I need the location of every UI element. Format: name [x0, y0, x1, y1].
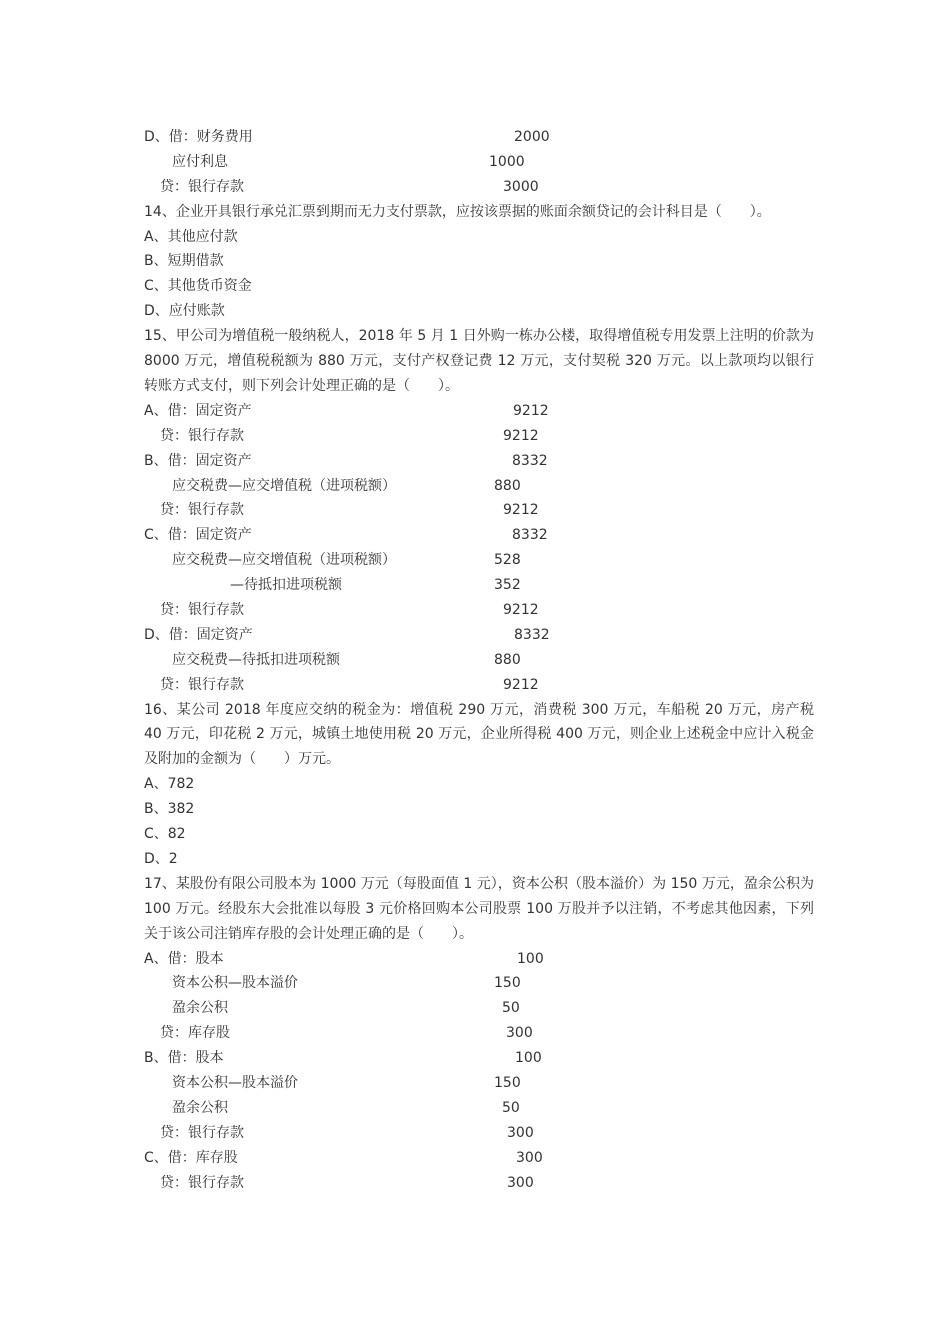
entry-label: 应交税费—应交增值税（进项税额） [172, 477, 396, 494]
entry-label: B、借：股本 [144, 1050, 224, 1067]
q17-a-debit-3 [144, 996, 814, 1021]
entry-amount: 50 [502, 1000, 520, 1017]
entry-label: 应付利息 [172, 153, 228, 170]
q15-c-debit-3 [144, 573, 814, 598]
entry-label: D、借：固定资产 [144, 626, 253, 643]
q15-c-debit [144, 523, 814, 548]
q15-a-credit [144, 424, 814, 449]
entry-amount: 100 [515, 1050, 542, 1067]
q15-c-debit-2 [144, 548, 814, 573]
entry-label: C、借：库存股 [144, 1149, 238, 1166]
entry-label: 贷：银行存款 [160, 502, 244, 519]
entry-amount: 3000 [503, 178, 539, 195]
entry-amount: 9212 [503, 502, 539, 519]
entry-amount: 300 [507, 1124, 534, 1141]
entry-amount: 880 [494, 477, 521, 494]
q17-a-debit-2 [144, 971, 814, 996]
q16-option-a: A、782 [144, 776, 195, 793]
q15-b-debit [144, 449, 814, 474]
entry-amount: 1000 [489, 153, 525, 170]
entry-label: 贷：银行存款 [160, 178, 244, 195]
entry-amount: 2000 [514, 129, 550, 145]
entry-label: —待抵扣进项税额 [230, 577, 342, 594]
q15-stem: 15、甲公司为增值税一般纳税人，2018 年 5 月 1 日外购一栋办公楼，取得增值税专用发票上注明的价款为 8000 万元，增值税税额为 880 万元，支付产权登记费 12 万元，支付契税 320 万元。以上款项均以银行转账方式支付，则下列会计处理正确的是（ ）。 [144, 328, 814, 394]
q17-b-debit-3 [144, 1096, 814, 1121]
entry-amount: 50 [502, 1099, 520, 1116]
entry-label: B、借：固定资产 [144, 452, 252, 469]
q17-a-debit [144, 947, 814, 972]
entry-amount: 100 [517, 950, 544, 967]
q14-option-b: B、短期借款 [144, 253, 224, 270]
entry-amount: 880 [494, 651, 521, 668]
entry-label: D、借：财务费用 [144, 129, 253, 145]
entry-label: 盈余公积 [172, 1099, 228, 1116]
content [144, 125, 814, 1195]
entry-label: 贷：银行存款 [160, 427, 244, 444]
q14-stem: 14、企业开具银行承兑汇票到期而无力支付票款，应按该票据的账面余额贷记的会计科目是（ ）。 [144, 203, 771, 220]
entry-amount: 300 [516, 1149, 543, 1166]
entry-amount: 8332 [514, 626, 550, 643]
entry-amount: 9212 [503, 676, 539, 693]
entry-amount: 8332 [512, 452, 548, 469]
entry-label: 贷：银行存款 [160, 601, 244, 618]
entry-label: 盈余公积 [172, 1000, 228, 1017]
q14-option-a: A、其他应付款 [144, 228, 238, 245]
q15-a-debit [144, 399, 814, 424]
entry-amount: 150 [494, 1075, 521, 1091]
q15-b-debit-2 [144, 474, 814, 499]
q13-option-d-credit [144, 175, 814, 200]
entry-amount: 300 [506, 1025, 533, 1042]
q13-option-d-debit [144, 125, 814, 150]
entry-amount: 9212 [503, 427, 539, 444]
entry-label: 贷：银行存款 [160, 1174, 244, 1191]
entry-label: 贷：银行存款 [160, 676, 244, 693]
q17-b-debit [144, 1046, 814, 1071]
q13-option-d-debit-2 [144, 150, 814, 175]
q14-option-d: D、应付账款 [144, 303, 225, 320]
q16-option-d: D、2 [144, 850, 178, 867]
entry-label: 贷：银行存款 [160, 1124, 244, 1141]
entry-label: A、借：股本 [144, 950, 224, 967]
q16-option-b: B、382 [144, 801, 195, 818]
q17-stem: 17、某股份有限公司股本为 1000 万元（每股面值 1 元），资本公积（股本溢价）为 150 万元，盈余公积为 100 万元。经股东大会批准以每股 3 元价格回购本公司股票 100 万股并予以注销，不考虑其他因素，下列关于该公司注销库存股的会计处理正确的是（ ）。 [144, 875, 814, 942]
q17-c-credit [144, 1171, 814, 1196]
entry-label: 应交税费—待抵扣进项税额 [172, 651, 340, 668]
q14-option-c: C、其他货币资金 [144, 278, 252, 295]
q15-d-debit [144, 623, 814, 648]
entry-amount: 300 [507, 1174, 534, 1191]
q16-option-c: C、82 [144, 826, 186, 843]
q15-d-credit [144, 673, 814, 698]
q16-stem: 16、某公司 2018 年度应交纳的税金为：增值税 290 万元，消费税 300 万元，车船税 20 万元，房产税 40 万元，印花税 2 万元，城镇土地使用税 20 万元，企业所得税 400 万元，则企业上述税金中应计入税金及附加的金额为（ ）万元。 [144, 701, 814, 768]
entry-amount: 9212 [503, 601, 539, 618]
q15-c-credit [144, 598, 814, 623]
entry-amount: 528 [494, 552, 521, 569]
entry-label: 资本公积—股本溢价 [172, 975, 298, 992]
entry-amount: 8332 [512, 527, 548, 544]
q17-b-credit [144, 1121, 814, 1146]
q15-b-credit [144, 498, 814, 523]
entry-label: A、借：固定资产 [144, 402, 252, 419]
q17-b-debit-2 [144, 1071, 814, 1096]
q15-d-debit-2 [144, 648, 814, 673]
entry-amount: 352 [494, 577, 521, 594]
q17-c-debit [144, 1146, 814, 1171]
entry-label: C、借：固定资产 [144, 527, 252, 544]
entry-amount: 150 [494, 975, 521, 992]
entry-label: 贷：库存股 [160, 1025, 230, 1042]
entry-label: 资本公积—股本溢价 [172, 1075, 298, 1091]
entry-label: 应交税费—应交增值税（进项税额） [172, 552, 396, 569]
q17-a-credit [144, 1021, 814, 1046]
entry-amount: 9212 [513, 402, 549, 419]
